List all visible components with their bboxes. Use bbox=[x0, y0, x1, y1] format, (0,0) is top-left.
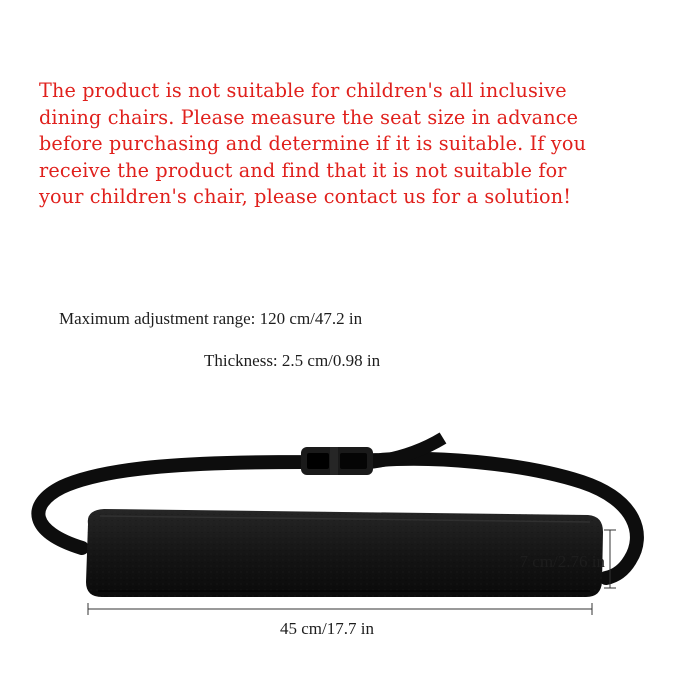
buckle bbox=[301, 447, 373, 475]
width-dimension bbox=[88, 603, 592, 638]
thickness-spec: Thickness: 2.5 cm/0.98 in bbox=[204, 351, 381, 370]
max-adjustment-spec: Maximum adjustment range: 120 cm/47.2 in bbox=[59, 309, 363, 328]
warning-message: The product is not suitable for children's all inclusive dining chairs. Please measure the seat size in advance before purchasing and determine if it is suitable. If you receive the product and find that it is not suitable for your children's chair, please contact us for a solution! bbox=[39, 79, 587, 208]
width-dimension-label: 45 cm/17.7 in bbox=[280, 619, 374, 638]
height-dimension-label: 7 cm/2.76 in bbox=[519, 552, 605, 571]
